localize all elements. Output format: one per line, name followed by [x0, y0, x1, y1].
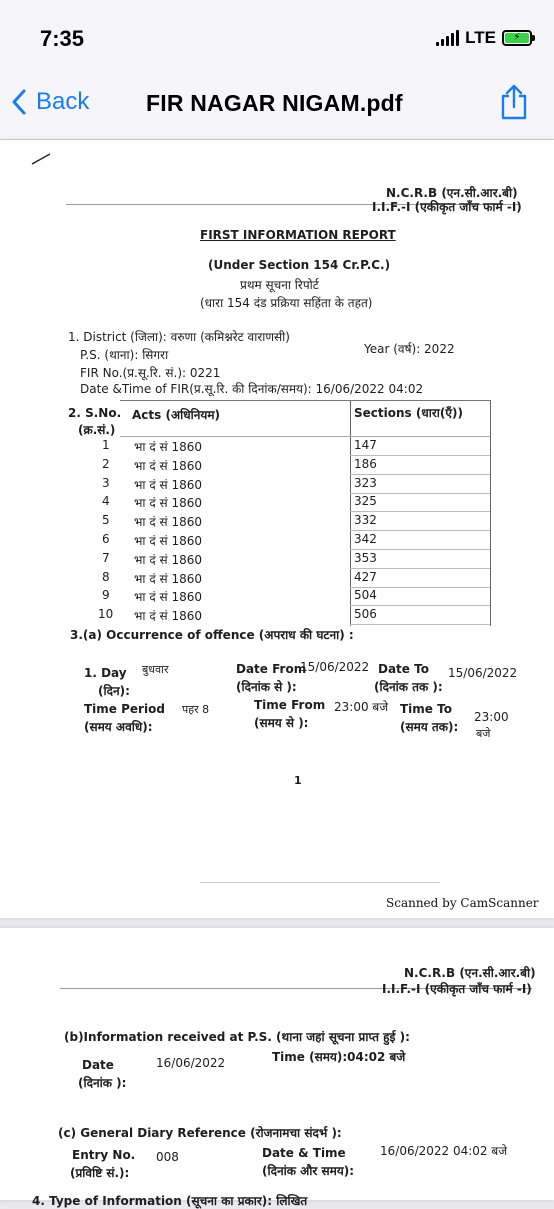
row-section: 147	[354, 438, 377, 452]
datetime-label-hindi: (दिनांक और समय):	[262, 1164, 355, 1178]
row-divider	[350, 474, 490, 475]
time-field: Time (समय):04:02 बजे	[272, 1050, 406, 1064]
entry-value: 008	[156, 1150, 179, 1164]
report-heading: FIRST INFORMATION REPORT	[200, 228, 396, 242]
camscanner-watermark: Scanned by CamScanner	[386, 896, 539, 910]
row-sno: 7	[102, 551, 110, 565]
row-divider	[350, 549, 490, 550]
fir-datetime-field: Date &Time of FIR(प्र.सू.रि. की दिनांक/समय): 16/06/2022 04:02	[80, 382, 424, 396]
row-act: भा दं सं 1860	[134, 609, 203, 623]
row-divider	[350, 624, 490, 625]
row-sno: 9	[102, 588, 110, 602]
under-section: (Under Section 154 Cr.P.C.)	[208, 258, 391, 272]
column-sno-hindi: (क्र.सं.)	[78, 423, 116, 437]
time-to-value: 23:00	[474, 710, 509, 724]
battery-icon: ⚡	[502, 30, 532, 46]
info-received-heading: (b)Information received at P.S. (थाना जहां सूचना प्राप्त हुई ):	[64, 1030, 410, 1044]
share-icon	[500, 84, 528, 120]
chevron-left-icon	[12, 89, 26, 115]
row-section: 427	[354, 570, 377, 584]
time-period-label: Time Period	[84, 702, 165, 716]
entry-label: Entry No.	[72, 1148, 136, 1162]
status-indicators	[436, 28, 532, 48]
time-period-label-hindi: (समय अवधि):	[84, 720, 153, 734]
police-station-field: P.S. (थाना): सिगरा	[80, 348, 169, 362]
row-section: 342	[354, 532, 377, 546]
row-section: 186	[354, 457, 377, 471]
time-from-label: Time From	[254, 698, 326, 712]
type-of-information: 4. Type of Information (सूचना का प्रकार): लिखित	[32, 1194, 308, 1208]
row-divider	[350, 605, 490, 606]
row-act: भा दं सं 1860	[134, 590, 203, 604]
ncrb-label-page2: N.C.R.B (एन.सी.आर.बी)	[404, 966, 536, 980]
occurrence-heading: 3.(a) Occurrence of offence (अपराध की घटना) :	[70, 628, 354, 642]
row-act: भा दं सं 1860	[134, 553, 203, 567]
ncrb-label: N.C.R.B (एन.सी.आर.बी)	[386, 186, 518, 200]
date-label-hindi: (दिनांक ):	[78, 1076, 127, 1090]
row-section: 323	[354, 476, 377, 490]
status-time: 7:35	[40, 26, 85, 51]
fir-number-field: FIR No.(प्र.सू.रि. सं.): 0221	[80, 366, 221, 380]
row-sno: 2	[102, 457, 110, 471]
date-from-label-hindi: (दिनांक से ):	[236, 680, 297, 694]
column-sections: Sections (धारा(एँ))	[354, 406, 463, 420]
row-act: भा दं सं 1860	[134, 440, 203, 454]
row-act: भा दं सं 1860	[134, 515, 203, 529]
row-divider	[350, 530, 490, 531]
row-sno: 4	[102, 494, 110, 508]
time-period-value: पहर 8	[182, 703, 210, 716]
row-section: 506	[354, 607, 377, 621]
navigation-bar	[0, 0, 554, 140]
row-act: भा दं सं 1860	[134, 534, 203, 548]
column-acts: Acts (अधिनियम)	[132, 408, 220, 422]
time-from-value: 23:00 बजे	[334, 700, 389, 714]
time-to-label: Time To	[400, 702, 452, 716]
time-to-value-unit: बजे	[476, 727, 491, 740]
day-label: 1. Day	[84, 666, 127, 680]
network-label: LTE	[465, 28, 496, 47]
row-act: भा दं सं 1860	[134, 572, 203, 586]
row-sno: 10	[98, 607, 114, 621]
day-value: बुधवार	[142, 663, 169, 676]
date-to-label-hindi: (दिनांक तक ):	[374, 680, 443, 694]
row-divider	[350, 511, 490, 512]
row-act: भा दं सं 1860	[134, 459, 203, 473]
row-divider	[350, 568, 490, 569]
row-sno: 8	[102, 570, 110, 584]
document-title: FIR NAGAR NIGAM.pdf	[146, 90, 403, 116]
date-to-value: 15/06/2022	[448, 666, 518, 680]
year-field: Year (वर्ष): 2022	[364, 342, 455, 356]
row-act: भा दं सं 1860	[134, 496, 203, 510]
row-divider	[350, 455, 490, 456]
row-sno: 3	[102, 476, 110, 490]
datetime-value: 16/06/2022 04:02 बजे	[380, 1144, 508, 1158]
district-field: 1. District (जिला): वरुणा (कमिश्नरेट वाराणसी)	[68, 330, 290, 344]
pdf-page-2[interactable]	[0, 928, 554, 1208]
row-act: भा दं सं 1860	[134, 478, 203, 492]
iif-label: I.I.F.-I (एकीकृत जाँच फार्म -I)	[372, 200, 522, 214]
row-section: 353	[354, 551, 377, 565]
row-section: 504	[354, 588, 377, 602]
iif-label-page2: I.I.F.-I (एकीकृत जाँच फार्म -I)	[382, 982, 532, 996]
hindi-title: प्रथम सूचना रिपोर्ट	[240, 278, 319, 292]
row-sno: 6	[102, 532, 110, 546]
pdf-page-1[interactable]	[0, 140, 554, 918]
row-sno: 1	[102, 438, 110, 452]
back-label: Back	[36, 88, 90, 115]
hindi-under-section: (धारा 154 दंड प्रक्रिया सहिंता के तहत)	[200, 296, 373, 310]
signal-icon	[436, 30, 459, 46]
share-button[interactable]	[500, 84, 528, 124]
column-sno: 2. S.No.	[68, 406, 122, 420]
pen-mark	[30, 152, 52, 166]
date-to-label: Date To	[378, 662, 429, 676]
date-value: 16/06/2022	[156, 1056, 226, 1070]
time-to-label-hindi: (समय तक):	[400, 720, 459, 734]
page-number: 1	[294, 774, 302, 787]
day-label-hindi: (दिन):	[98, 684, 130, 698]
row-section: 325	[354, 494, 377, 508]
time-from-label-hindi: (समय से ):	[254, 716, 309, 730]
gd-reference-heading: (c) General Diary Reference (रोजनामचा संदर्भ ):	[58, 1126, 342, 1140]
row-sno: 5	[102, 513, 110, 527]
date-from-label: Date From	[236, 662, 307, 676]
date-label: Date	[82, 1058, 114, 1072]
entry-label-hindi: (प्रविष्टि सं.):	[70, 1166, 130, 1180]
back-button[interactable]	[12, 88, 89, 116]
datetime-label: Date & Time	[262, 1146, 346, 1160]
row-section: 332	[354, 513, 377, 527]
date-from-value: 15/06/2022	[300, 660, 370, 674]
